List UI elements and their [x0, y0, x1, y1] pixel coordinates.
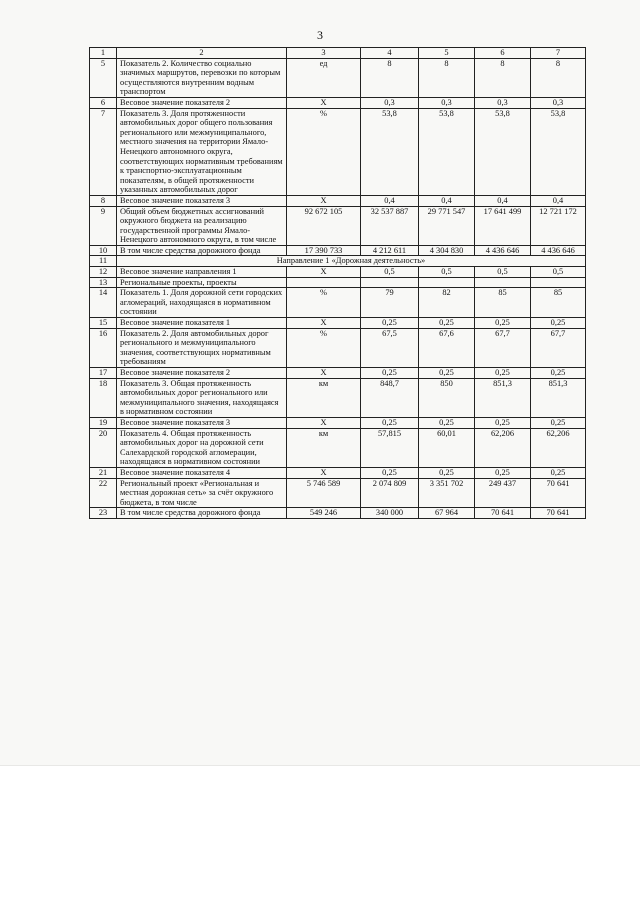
value-cell: 0,25 — [531, 318, 586, 329]
value-cell: 60,01 — [419, 428, 475, 467]
value-cell: 0,25 — [531, 467, 586, 478]
table-row — [90, 428, 586, 467]
value-cell — [419, 277, 475, 288]
row-number-cell: 5 — [90, 58, 117, 97]
value-cell: 0,25 — [475, 467, 531, 478]
value-cell: 0,5 — [475, 267, 531, 278]
unit-cell: Х — [287, 97, 361, 108]
value-cell: 0,25 — [419, 467, 475, 478]
value-cell: 4 212 611 — [361, 245, 419, 256]
description-cell: Региональный проект «Региональная и местная дорожная сеть» за счёт окружного бюджета, в том числе — [117, 478, 287, 508]
row-number-cell: 15 — [90, 318, 117, 329]
unit-cell: % — [287, 328, 361, 367]
description-cell: Показатель 2. Доля автомобильных дорог регионального и межмуниципального значения, соответствующих нормативным требованиям — [117, 328, 287, 367]
value-cell: 850 — [419, 378, 475, 417]
unit-cell: % — [287, 108, 361, 195]
value-cell: 4 436 646 — [475, 245, 531, 256]
row-number-cell: 17 — [90, 368, 117, 379]
description-cell: Весовое значение показателя 4 — [117, 467, 287, 478]
header-cell: 3 — [287, 48, 361, 59]
table-row — [90, 267, 586, 278]
row-number-cell: 16 — [90, 328, 117, 367]
unit-cell: 92 672 105 — [287, 206, 361, 245]
value-cell: 70 641 — [531, 478, 586, 508]
header-cell: 1 — [90, 48, 117, 59]
value-cell: 340 000 — [361, 508, 419, 519]
table-row — [90, 245, 586, 256]
value-cell: 0,3 — [361, 97, 419, 108]
page-number: 3 — [317, 28, 323, 42]
value-cell: 0,3 — [419, 97, 475, 108]
header-cell: 6 — [475, 48, 531, 59]
unit-cell: км — [287, 428, 361, 467]
value-cell: 85 — [475, 288, 531, 318]
unit-cell: Х — [287, 267, 361, 278]
table-row — [90, 478, 586, 508]
page-edge — [0, 765, 640, 766]
value-cell: 8 — [419, 58, 475, 97]
value-cell: 0,25 — [531, 368, 586, 379]
unit-cell: Х — [287, 195, 361, 206]
header-cell: 4 — [361, 48, 419, 59]
value-cell: 29 771 547 — [419, 206, 475, 245]
row-number-cell: 18 — [90, 378, 117, 417]
description-cell: Показатель 2. Количество социально значимых маршрутов, перевозки по которым осуществляются внутренним водным транспортом — [117, 58, 287, 97]
row-number-cell: 19 — [90, 417, 117, 428]
unit-cell: 5 746 589 — [287, 478, 361, 508]
value-cell: 8 — [531, 58, 586, 97]
unit-cell: Х — [287, 467, 361, 478]
unit-cell: 17 390 733 — [287, 245, 361, 256]
description-cell: В том числе средства дорожного фонда — [117, 245, 287, 256]
table-row — [90, 328, 586, 367]
description-cell: Весовое значение показателя 2 — [117, 368, 287, 379]
value-cell: 0,3 — [531, 97, 586, 108]
unit-cell: 549 246 — [287, 508, 361, 519]
description-cell: Весовое значение показателя 3 — [117, 417, 287, 428]
value-cell: 0,5 — [531, 267, 586, 278]
value-cell: 79 — [361, 288, 419, 318]
value-cell: 851,3 — [475, 378, 531, 417]
row-number-cell: 14 — [90, 288, 117, 318]
value-cell: 0,25 — [361, 417, 419, 428]
description-cell: Региональные проекты, проекты — [117, 277, 287, 288]
value-cell: 2 074 809 — [361, 478, 419, 508]
table-row — [90, 378, 586, 417]
description-cell: Весовое значение показателя 2 — [117, 97, 287, 108]
row-number-cell: 6 — [90, 97, 117, 108]
row-number-cell: 22 — [90, 478, 117, 508]
table-row — [90, 58, 586, 97]
value-cell: 67,5 — [361, 328, 419, 367]
description-cell: Показатель 4. Общая протяженность автомобильных дорог на дорожной сети Салехардской городской агломерации, находящаяся в нормативном состоянии — [117, 428, 287, 467]
table-row — [90, 318, 586, 329]
unit-cell: Х — [287, 318, 361, 329]
value-cell: 0,25 — [419, 318, 475, 329]
value-cell: 62,206 — [475, 428, 531, 467]
table-row — [90, 277, 586, 288]
value-cell: 0,4 — [361, 195, 419, 206]
value-cell: 8 — [475, 58, 531, 97]
value-cell: 0,4 — [419, 195, 475, 206]
value-cell: 848,7 — [361, 378, 419, 417]
table-row — [90, 508, 586, 519]
value-cell: 53,8 — [419, 108, 475, 195]
value-cell: 8 — [361, 58, 419, 97]
table-row — [90, 467, 586, 478]
table-row — [90, 368, 586, 379]
value-cell: 85 — [531, 288, 586, 318]
row-number-cell: 7 — [90, 108, 117, 195]
value-cell: 4 304 830 — [419, 245, 475, 256]
unit-cell: км — [287, 378, 361, 417]
value-cell: 249 437 — [475, 478, 531, 508]
value-cell: 0,25 — [475, 318, 531, 329]
value-cell: 4 436 646 — [531, 245, 586, 256]
value-cell: 70 641 — [531, 508, 586, 519]
table-row — [90, 108, 586, 195]
value-cell: 70 641 — [475, 508, 531, 519]
value-cell: 53,8 — [531, 108, 586, 195]
value-cell: 0,5 — [419, 267, 475, 278]
value-cell: 0,25 — [475, 368, 531, 379]
row-number-cell: 20 — [90, 428, 117, 467]
value-cell: 0,4 — [475, 195, 531, 206]
unit-cell: Х — [287, 417, 361, 428]
value-cell: 0,25 — [531, 417, 586, 428]
value-cell — [475, 277, 531, 288]
table-row — [90, 97, 586, 108]
header-cell: 7 — [531, 48, 586, 59]
value-cell: 53,8 — [361, 108, 419, 195]
unit-cell: Х — [287, 368, 361, 379]
header-cell: 5 — [419, 48, 475, 59]
row-number-cell: 10 — [90, 245, 117, 256]
value-cell: 12 721 172 — [531, 206, 586, 245]
section-title-cell: Направление 1 «Дорожная деятельность» — [117, 256, 586, 267]
value-cell: 0,25 — [419, 417, 475, 428]
description-cell: Показатель 1. Доля дорожной сети городских агломераций, находящаяся в нормативном состоянии — [117, 288, 287, 318]
row-number-cell: 9 — [90, 206, 117, 245]
unit-cell — [287, 277, 361, 288]
value-cell: 67,7 — [475, 328, 531, 367]
indicators-table — [89, 47, 586, 519]
value-cell: 0,25 — [361, 368, 419, 379]
row-number-cell: 11 — [90, 256, 117, 267]
value-cell: 67,6 — [419, 328, 475, 367]
value-cell: 851,3 — [531, 378, 586, 417]
table-row — [90, 256, 586, 267]
value-cell: 3 351 702 — [419, 478, 475, 508]
row-number-cell: 13 — [90, 277, 117, 288]
value-cell: 53,8 — [475, 108, 531, 195]
value-cell: 67,7 — [531, 328, 586, 367]
table-row — [90, 417, 586, 428]
unit-cell: % — [287, 288, 361, 318]
value-cell: 67 964 — [419, 508, 475, 519]
description-cell: Показатель 3. Доля протяженности автомобильных дорог общего пользования регионального или межмуниципального, местного значения на территории Ямало-Ненецкого автономного округа, соответствующих нормативным требованиям к транспортно-эксплуатационным показателям, в общей протяженности указанных автомобильных дорог — [117, 108, 287, 195]
row-number-cell: 21 — [90, 467, 117, 478]
value-cell: 62,206 — [531, 428, 586, 467]
description-cell: Общий объем бюджетных ассигнований окружного бюджета на реализацию государственной программы Ямало-Ненецкого автономного округа, в том числе — [117, 206, 287, 245]
row-number-cell: 12 — [90, 267, 117, 278]
table-row — [90, 288, 586, 318]
table-header-row — [90, 48, 586, 59]
value-cell: 17 641 499 — [475, 206, 531, 245]
description-cell: Весовое значение показателя 3 — [117, 195, 287, 206]
table-row — [90, 195, 586, 206]
description-cell: Весовое значение показателя 1 — [117, 318, 287, 329]
value-cell — [531, 277, 586, 288]
description-cell: Показатель 3. Общая протяженность автомобильных дорог регионального или межмуниципального значения, находящаяся в нормативном состоянии — [117, 378, 287, 417]
value-cell: 0,25 — [419, 368, 475, 379]
table-row — [90, 206, 586, 245]
header-cell: 2 — [117, 48, 287, 59]
row-number-cell: 8 — [90, 195, 117, 206]
value-cell: 0,3 — [475, 97, 531, 108]
description-cell: В том числе средства дорожного фонда — [117, 508, 287, 519]
value-cell: 0,25 — [361, 467, 419, 478]
value-cell: 0,4 — [531, 195, 586, 206]
value-cell: 57,815 — [361, 428, 419, 467]
unit-cell: ед — [287, 58, 361, 97]
value-cell: 32 537 887 — [361, 206, 419, 245]
value-cell: 0,25 — [475, 417, 531, 428]
row-number-cell: 23 — [90, 508, 117, 519]
value-cell: 82 — [419, 288, 475, 318]
value-cell — [361, 277, 419, 288]
description-cell: Весовое значение направления 1 — [117, 267, 287, 278]
value-cell: 0,5 — [361, 267, 419, 278]
value-cell: 0,25 — [361, 318, 419, 329]
